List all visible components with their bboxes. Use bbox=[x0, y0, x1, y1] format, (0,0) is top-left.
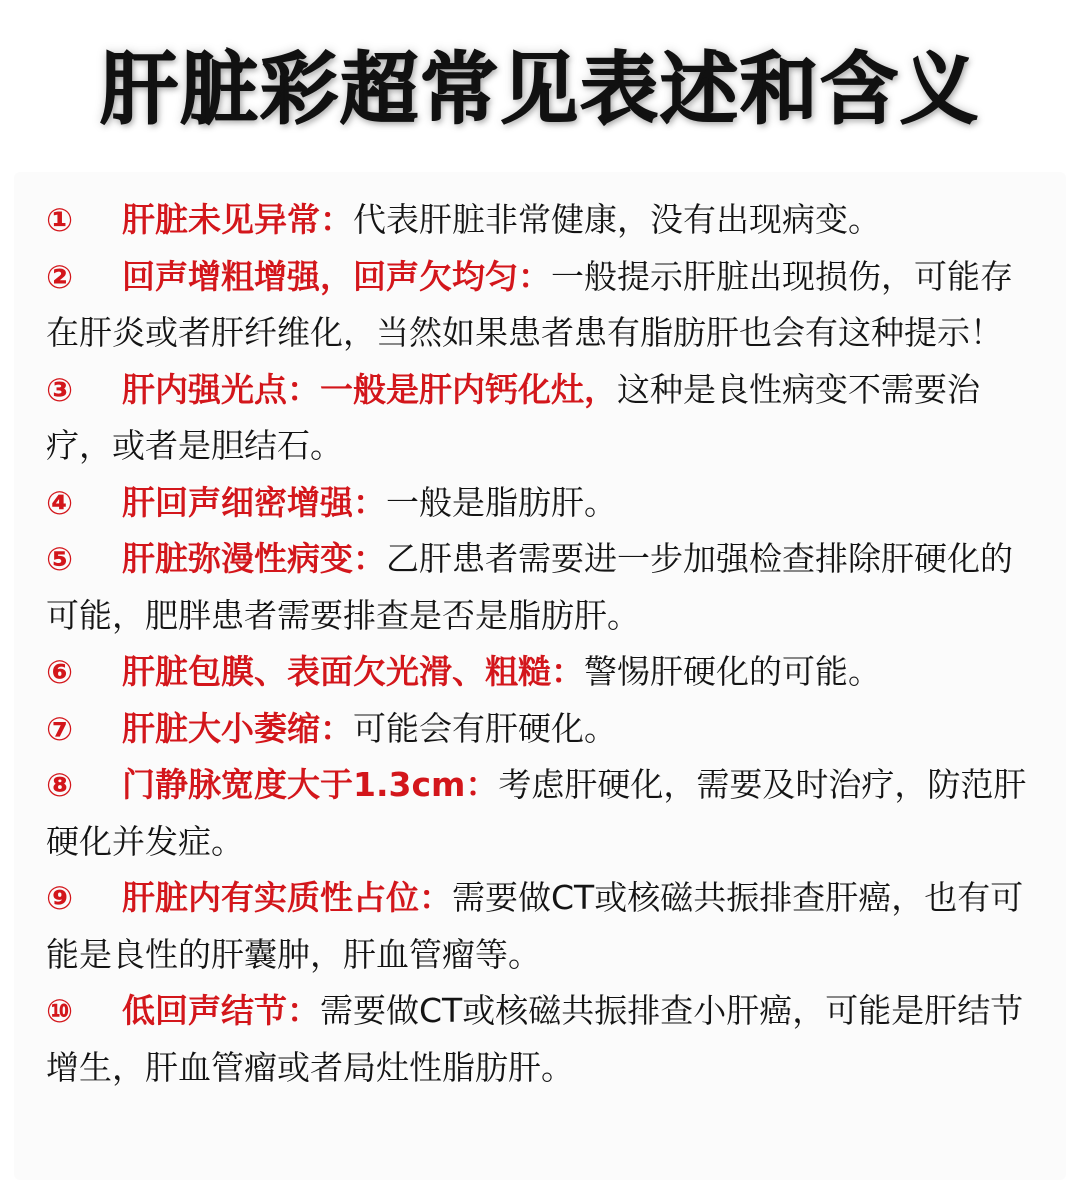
item-number: ⑨ bbox=[46, 879, 74, 917]
item-number: ⑦ bbox=[46, 709, 74, 748]
item-key-term: 肝脏未见异常： bbox=[122, 200, 353, 239]
item-description: 需要做CT或核磁共振排查肝癌，也有可能是良性的肝囊肿，肝血管瘤等。 bbox=[46, 878, 1024, 974]
item-key-term: 肝回声细密增强： bbox=[122, 482, 386, 522]
item-description: 一般是脂肪肝。 bbox=[386, 482, 617, 522]
item-description: 考虑肝硬化，需要及时治疗，防范肝硬化并发症。 bbox=[46, 765, 1027, 861]
list-item bbox=[46, 757, 1036, 870]
list-item bbox=[46, 362, 1036, 475]
item-description: 这种是良性病变不需要治疗，或者是胆结石。 bbox=[46, 369, 980, 465]
item-number: ⑤ bbox=[46, 540, 74, 578]
list-item bbox=[46, 701, 1036, 758]
item-number: ⑧ bbox=[46, 766, 74, 804]
item-list bbox=[46, 192, 1036, 1096]
item-number: ③ bbox=[46, 370, 74, 409]
item-number: ① bbox=[46, 201, 74, 239]
item-description: 可能会有肝硬化。 bbox=[353, 708, 617, 748]
item-key-term: 肝脏包膜、表面欠光滑、粗糙： bbox=[122, 652, 584, 691]
item-key-term: 肝脏弥漫性病变： bbox=[122, 539, 386, 578]
item-number: ⑩ bbox=[46, 992, 74, 1030]
item-key-term: 低回声结节： bbox=[122, 991, 320, 1030]
item-number: ④ bbox=[46, 483, 74, 522]
item-key-term: 门静脉宽度大于1.3cm： bbox=[122, 765, 499, 804]
item-key-term: 回声增粗增强，回声欠均匀： bbox=[122, 256, 551, 296]
item-number: ② bbox=[46, 257, 74, 296]
list-item bbox=[46, 870, 1036, 983]
list-item bbox=[46, 531, 1036, 644]
item-description: 一般提示肝脏出现损伤，可能存在肝炎或者肝纤维化，当然如果患者患有脂肪肝也会有这种提示！ bbox=[46, 256, 1013, 352]
item-key-term: 肝内强光点：一般是肝内钙化灶， bbox=[122, 369, 617, 409]
list-item bbox=[46, 192, 1036, 249]
item-description: 需要做CT或核磁共振排查小肝癌，可能是肝结节增生，肝血管瘤或者局灶性脂肪肝。 bbox=[46, 991, 1024, 1087]
list-item bbox=[46, 644, 1036, 701]
item-key-term: 肝脏大小萎缩： bbox=[122, 708, 353, 748]
list-item bbox=[46, 249, 1036, 362]
item-description: 乙肝患者需要进一步加强检查排除肝硬化的可能，肥胖患者需要排查是否是脂肪肝。 bbox=[46, 539, 1013, 635]
item-description: 代表肝脏非常健康，没有出现病变。 bbox=[353, 200, 881, 239]
list-item bbox=[46, 475, 1036, 532]
item-key-term: 肝脏内有实质性占位： bbox=[122, 878, 452, 917]
page-title: 肝脏彩超常见表述和含义 bbox=[99, 45, 980, 135]
item-description: 警惕肝硬化的可能。 bbox=[584, 652, 881, 691]
list-item bbox=[46, 983, 1036, 1096]
item-number: ⑥ bbox=[46, 653, 74, 691]
